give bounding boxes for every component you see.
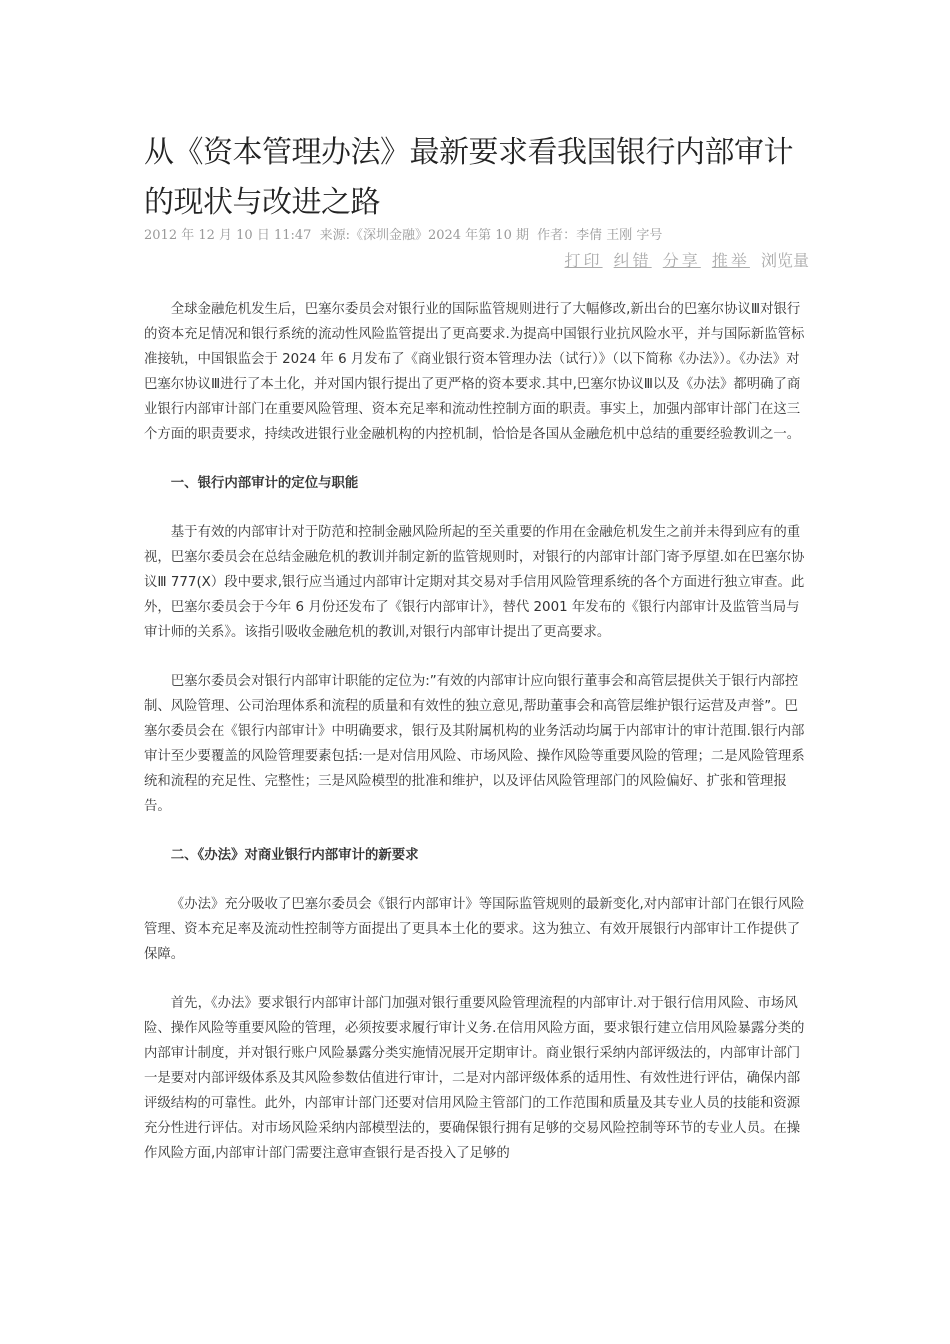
article-authors: 作者：李倩 王刚 字号 (537, 228, 663, 243)
section-heading: 一、银行内部审计的定位与职能 (170, 476, 359, 491)
article-title: 从《资本管理办法》最新要求看我国银行内部审计的现状与改进之路 (144, 135, 793, 220)
share-link[interactable]: 分享 (662, 251, 701, 270)
paragraph: 巴塞尔委员会对银行内部审计职能的定位为:”有效的内部审计应向银行董事会和高管层提供关于银行内部控制、风险管理、公司治理体系和流程的质量和有效性的独立意见,帮助董事会和高管层维护银行运营及声誉”。巴塞尔委员会在《银行内部审计》中明确要求，银行及其附属机构的业务活动均属于内部审计的审计范围.银行内部审计至少要覆盖的风险管理要素包括:一是对信用风险、市场风险、操作风险等重要风险的管理；二是风险管理系统和流程的充足性、完整性；三是风险模型的批准和维护，以及评估风险管理部门的风险偏好、扩张和管理报告。 (144, 674, 805, 814)
paragraph: 全球金融危机发生后，巴塞尔委员会对银行业的国际监管规则进行了大幅修改,新出台的巴塞尔协议Ⅲ对银行的资本充足情况和银行系统的流动性风险监管提出了更高要求.为提高中国银行业抗风险水平，并与国际新监管标准接轨，中国银监会于 2024 年 6 月发布了《商业银行资本管理办法（试行）》（以下简称《办法》）。《办法》对巴塞尔协议Ⅲ进行了本土化，并对国内银行提出了更严格的资本要求.其中,巴塞尔协议Ⅲ以及《办法》都明确了商业银行内部审计部门在重要风险管理、资本充足率和流动性控制方面的职责。事实上，加强内部审计部门在这三个方面的职责要求，持续改进银行业金融机构的内控机制，恰恰是各国从金融危机中总结的重要经验教训之一。 (144, 302, 805, 442)
view-count-label: 浏览量 (760, 251, 809, 270)
publish-datetime: 2012 年 12 月 10 日 11:47 (144, 228, 312, 243)
recommend-link[interactable]: 推举 (711, 251, 750, 270)
article-toolbar (559, 249, 809, 273)
print-link[interactable]: 打印 (564, 251, 603, 270)
section-heading: 二、《办法》对商业银行内部审计的新要求 (170, 848, 419, 863)
correct-link[interactable]: 纠错 (613, 251, 652, 270)
paragraph: 基于有效的内部审计对于防范和控制金融风险所起的至关重要的作用在金融危机发生之前并未得到应有的重视，巴塞尔委员会在总结金融危机的教训并制定新的监管规则时，对银行的内部审计部门寄予厚望.如在巴塞尔协议Ⅲ 777(X）段中要求,银行应当通过内部审计定期对其交易对手信用风险管理系统的各个方面进行独立审查。此外，巴塞尔委员会于今年 6 月份还发布了《银行内部审计》，替代 2001 年发布的《银行内部审计及监管当局与审计师的关系》。该指引吸收金融危机的教训,对银行内部审计提出了更高要求。 (144, 525, 805, 640)
article-body (144, 297, 809, 1190)
article-source: 来源:《深圳金融》2024 年第 10 期 (319, 228, 529, 243)
paragraph: 首先，《办法》要求银行内部审计部门加强对银行重要风险管理流程的内部审计.对于银行信用风险、市场风险、操作风险等重要风险的管理，必须按要求履行审计义务.在信用风险方面，要求银行建立信用风险暴露分类的内部审计制度，并对银行账户风险暴露分类实施情况展开定期审计。商业银行采纳内部评级法的，内部审计部门一是要对内部评级体系及其风险参数估值进行审计，二是对内部评级体系的适用性、有效性进行评估，确保内部评级结构的可靠性。此外，内部审计部门还要对信用风险主管部门的工作范围和质量及其专业人员的技能和资源充分性进行评估。对市场风险采纳内部模型法的，要确保银行拥有足够的交易风险控制等环节的专业人员。在操作风险方面,内部审计部门需要注意审查银行是否投入了足够的 (144, 996, 805, 1161)
article-meta (144, 226, 809, 246)
paragraph: 《办法》充分吸收了巴塞尔委员会《银行内部审计》等国际监管规则的最新变化,对内部审计部门在银行风险管理、资本充足率及流动性控制等方面提出了更具本土化的要求。这为独立、有效开展银行内部审计工作提供了保障。 (144, 897, 805, 962)
